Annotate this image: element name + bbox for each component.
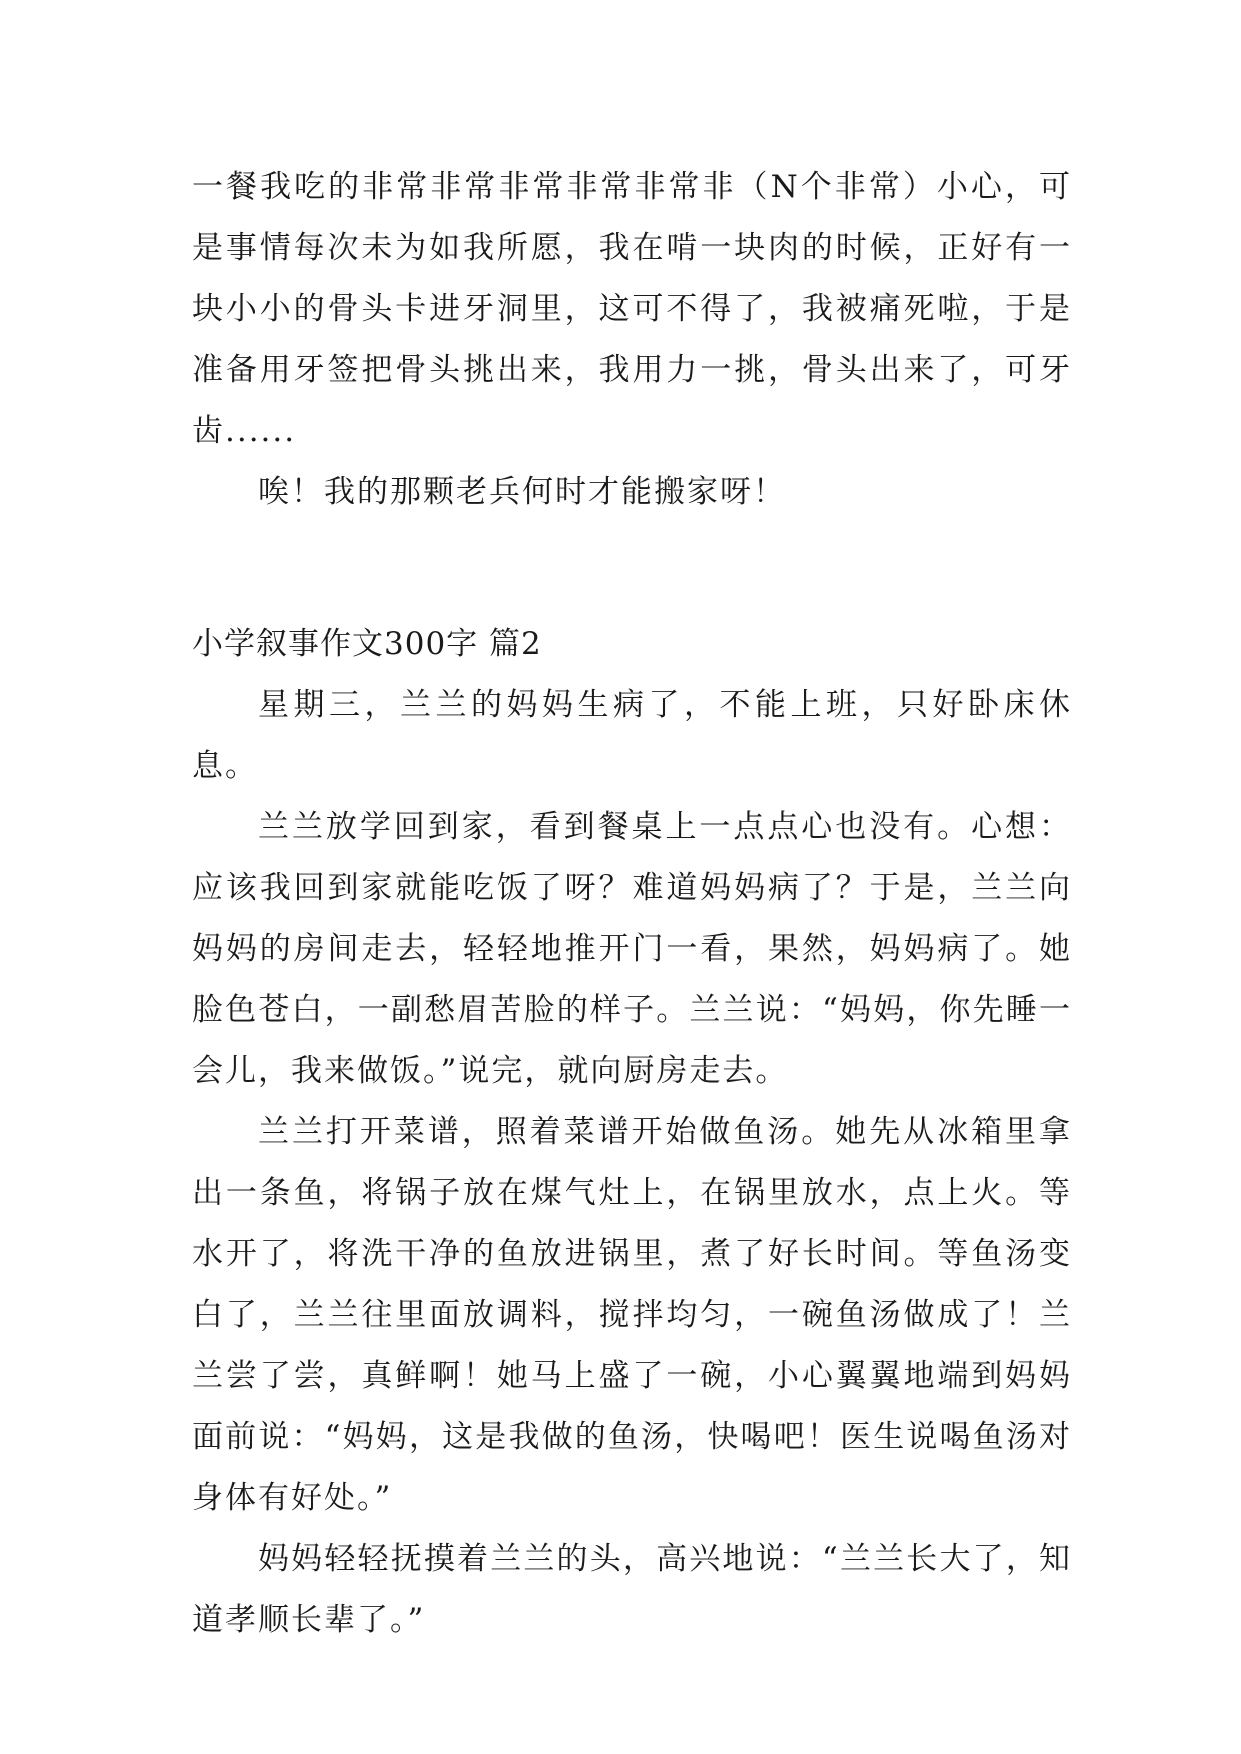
paragraph-4: 妈妈轻轻抚摸着兰兰的头，高兴地说：“兰兰长大了，知道孝顺长辈了。”: [192, 1541, 1072, 1638]
document-body: [192, 157, 1072, 1651]
paragraph-3: 兰兰打开菜谱，照着菜谱开始做鱼汤。她先从冰箱里拿出一条鱼，将锅子放在煤气灶上，在锅里放水，点上火。等水开了，将洗干净的鱼放进锅里，煮了好长时间。等鱼汤变白了，兰兰往里面放调料，搅拌均匀，一碗鱼汤做成了！兰兰尝了尝，真鲜啊！她马上盛了一碗，小心翼翼地端到妈妈面前说：“妈妈，这是我做的鱼汤，快喝吧！医生说喝鱼汤对身体有好处。”: [192, 1114, 1072, 1516]
section-heading: 小学叙事作文300字 篇2: [192, 626, 542, 662]
section-spacer: [192, 523, 1072, 614]
paragraph-1: 星期三，兰兰的妈妈生病了，不能上班，只好卧床休息。: [192, 687, 1072, 784]
paragraph-continued: 一餐我吃的非常非常非常非常非常非（N个非常）小心，可是事情每次未为如我所愿，我在啃一块肉的时候，正好有一块小小的骨头卡进牙洞里，这可不得了，我被痛死啦，于是准备用牙签把骨头挑出来，我用力一挑，骨头出来了，可牙齿......: [192, 169, 1072, 449]
paragraph-2: 兰兰放学回到家，看到餐桌上一点点心也没有。心想：应该我回到家就能吃饭了呀？难道妈妈病了？于是，兰兰向妈妈的房间走去，轻轻地推开门一看，果然，妈妈病了。她脸色苍白，一副愁眉苦脸的样子。兰兰说：“妈妈，你先睡一会儿，我来做饭。”说完，就向厨房走去。: [192, 809, 1072, 1089]
paragraph-sigh: 唉！我的那颗老兵何时才能搬家呀！: [258, 474, 786, 510]
